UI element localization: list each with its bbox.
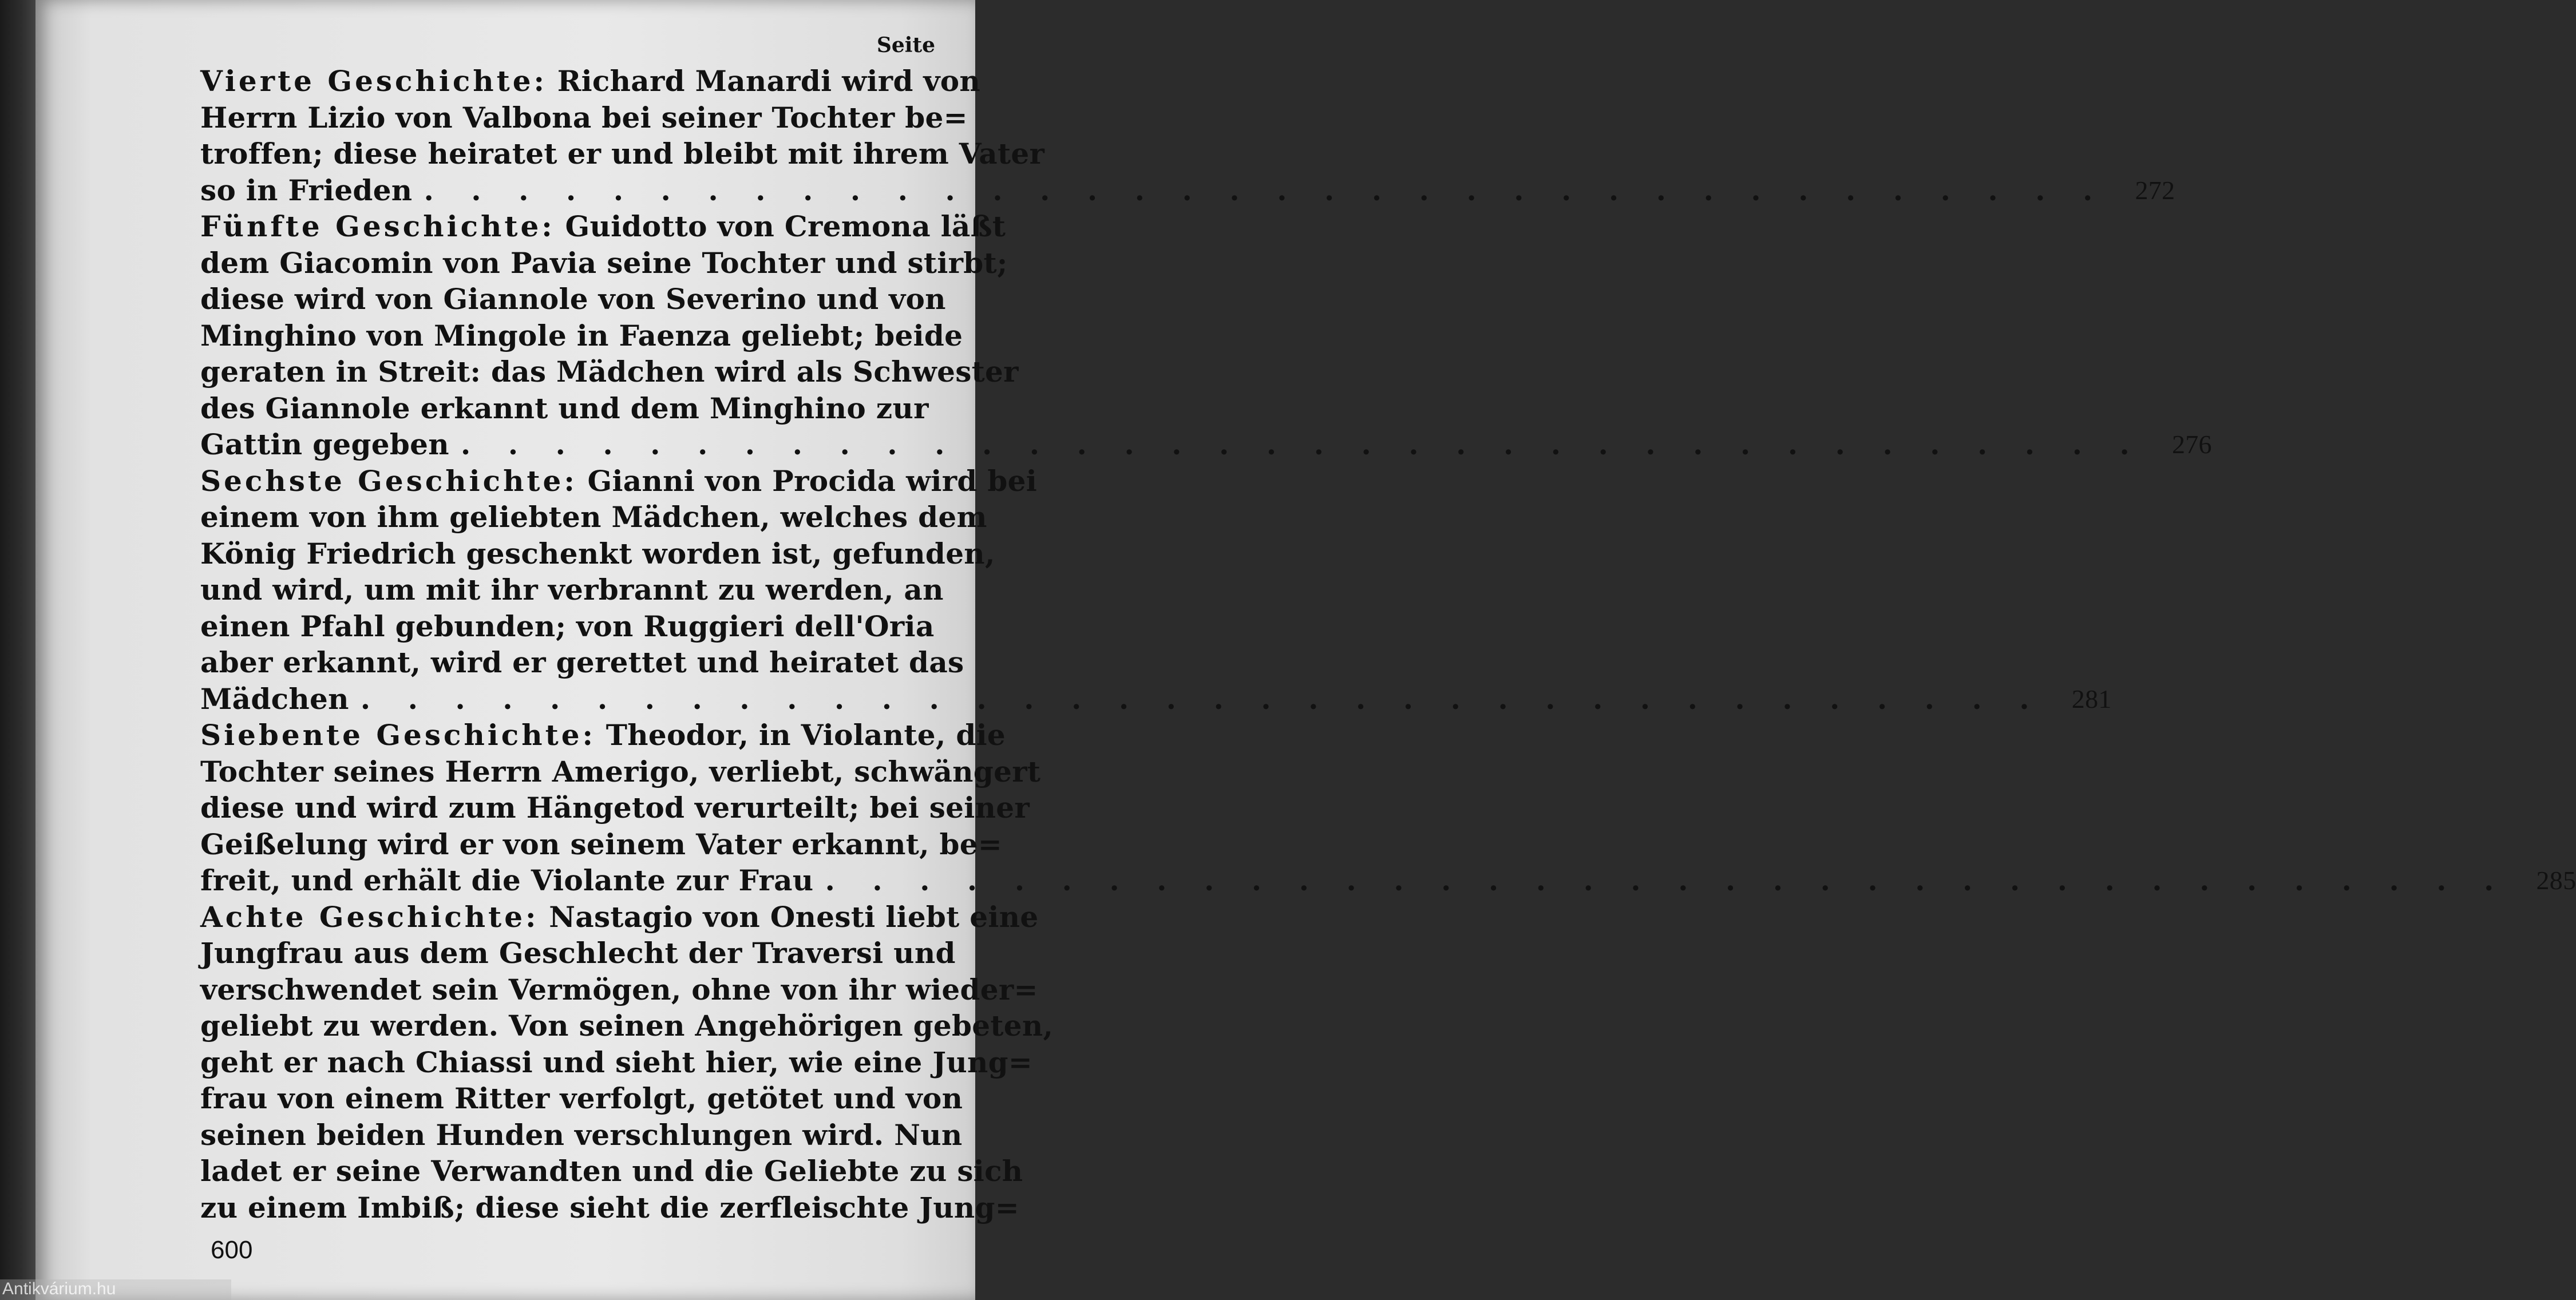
toc-entry-text-line: Guidotto von Cremona läßt — [565, 209, 1006, 243]
page-column-label: Seite — [876, 33, 935, 57]
toc-entry-sechste — [200, 463, 2112, 718]
toc-page-number: 272 — [2135, 175, 2175, 205]
toc-entry-text-line: geliebt zu werden. Von seinen Angehörigen gebeten, — [200, 1009, 1054, 1043]
toc-entry-heading: Fünfte Geschichte: — [200, 209, 555, 243]
toc-entry-fuenfte — [200, 208, 2212, 463]
toc-entry-achte — [200, 899, 1054, 1226]
toc-entry-text-line: Mädchen — [200, 681, 349, 716]
toc-entry-text-line: und wird, um mit ihr verbrannt zu werden, an — [200, 573, 944, 607]
toc-entry-text-line: König Friedrich geschenkt worden ist, gefunden, — [200, 536, 995, 570]
toc-entry-text-line: frau von einem Ritter verfolgt, getötet und von — [200, 1081, 963, 1115]
toc-entry-heading: Sechste Geschichte: — [200, 463, 577, 498]
toc-entry-text-line: Theodor, in Violante, die — [606, 718, 1006, 752]
toc-entry-text-line: Nastagio von Onesti liebt eine — [549, 899, 1039, 934]
toc-entry-text-line: geht er nach Chiassi und sieht hier, wie eine Jung= — [200, 1045, 1033, 1079]
toc-entry-text-line: Gianni von Procida wird bei — [587, 463, 1037, 498]
toc-entry-text-line: freit, und erhält die Violante zur Frau — [200, 863, 814, 897]
toc-entry-text-line: seinen beiden Hunden verschlungen wird. Nun — [200, 1117, 963, 1152]
toc-entry-text-line: dem Giacomin von Pavia seine Tochter und stirbt; — [200, 245, 1008, 280]
page-number-footer: 600 — [211, 1236, 253, 1264]
toc-entry-text-line: verschwendet sein Vermögen, ohne von ihr wieder= — [200, 972, 1038, 1006]
book-binding-edge — [0, 0, 40, 1300]
toc-entry-text-line: Tochter seines Herrn Amerigo, verliebt, schwängert — [200, 754, 1041, 788]
toc-entry-text-line: diese und wird zum Hängetod verurteilt; bei seiner — [200, 791, 1030, 825]
toc-entry-text-line: aber erkannt, wird er gerettet und heiratet das — [200, 645, 964, 679]
toc-entry-text-line: geraten in Streit: das Mädchen wird als Schwester — [200, 355, 1019, 389]
dot-leader — [412, 172, 2106, 209]
toc-entry-text-line: Herrn Lizio von Valbona bei seiner Tochter be= — [200, 100, 968, 134]
toc-entry-text-line: troffen; diese heiratet er und bleibt mit ihrem Vater — [200, 137, 1045, 171]
toc-entry-text-line: Minghino von Mingole in Faenza geliebt; beide — [200, 318, 963, 352]
toc-entry-vierte — [200, 63, 2175, 208]
watermark: Antikvárium.hu — [0, 1279, 231, 1300]
toc-entry-text-line: ladet er seine Verwandten und die Geliebte zu sich — [200, 1154, 1023, 1188]
toc-entry-heading: Achte Geschichte: — [200, 899, 539, 934]
toc-entry-text-line: zu einem Imbiß; diese sieht die zerfleischte Jung= — [200, 1190, 1019, 1224]
toc-page-number: 281 — [2071, 684, 2112, 714]
toc-entry-heading: Siebente Geschichte: — [200, 718, 596, 752]
toc-entry-text-line: einem von ihm geliebten Mädchen, welches dem — [200, 500, 987, 534]
toc-entry-siebente — [200, 717, 2576, 899]
toc-entry-text-line: des Giannole erkannt und dem Minghino zur — [200, 391, 929, 425]
toc-page-number: 276 — [2171, 430, 2212, 459]
toc-entry-text-line: Richard Manardi wird von — [557, 64, 981, 98]
toc-entry-heading: Vierte Geschichte: — [200, 64, 547, 98]
toc-page-number: 285 — [2536, 866, 2576, 895]
dot-leader — [449, 426, 2143, 463]
toc-entry-text-line: Gattin gegeben — [200, 427, 449, 461]
dot-leader — [813, 862, 2507, 899]
table-of-contents — [200, 63, 2576, 1226]
toc-entry-text-line: Geißelung wird er von seinem Vater erkannt, be= — [200, 827, 1003, 861]
toc-entry-text-line: Jungfrau aus dem Geschlecht der Traversi und — [200, 936, 956, 970]
toc-entry-text-line: diese wird von Giannole von Severino und von — [200, 282, 946, 316]
dot-leader — [349, 681, 2043, 718]
toc-entry-text-line: einen Pfahl gebunden; von Ruggieri dell'Oria — [200, 609, 935, 643]
toc-entry-text-line: so in Frieden — [200, 173, 413, 207]
